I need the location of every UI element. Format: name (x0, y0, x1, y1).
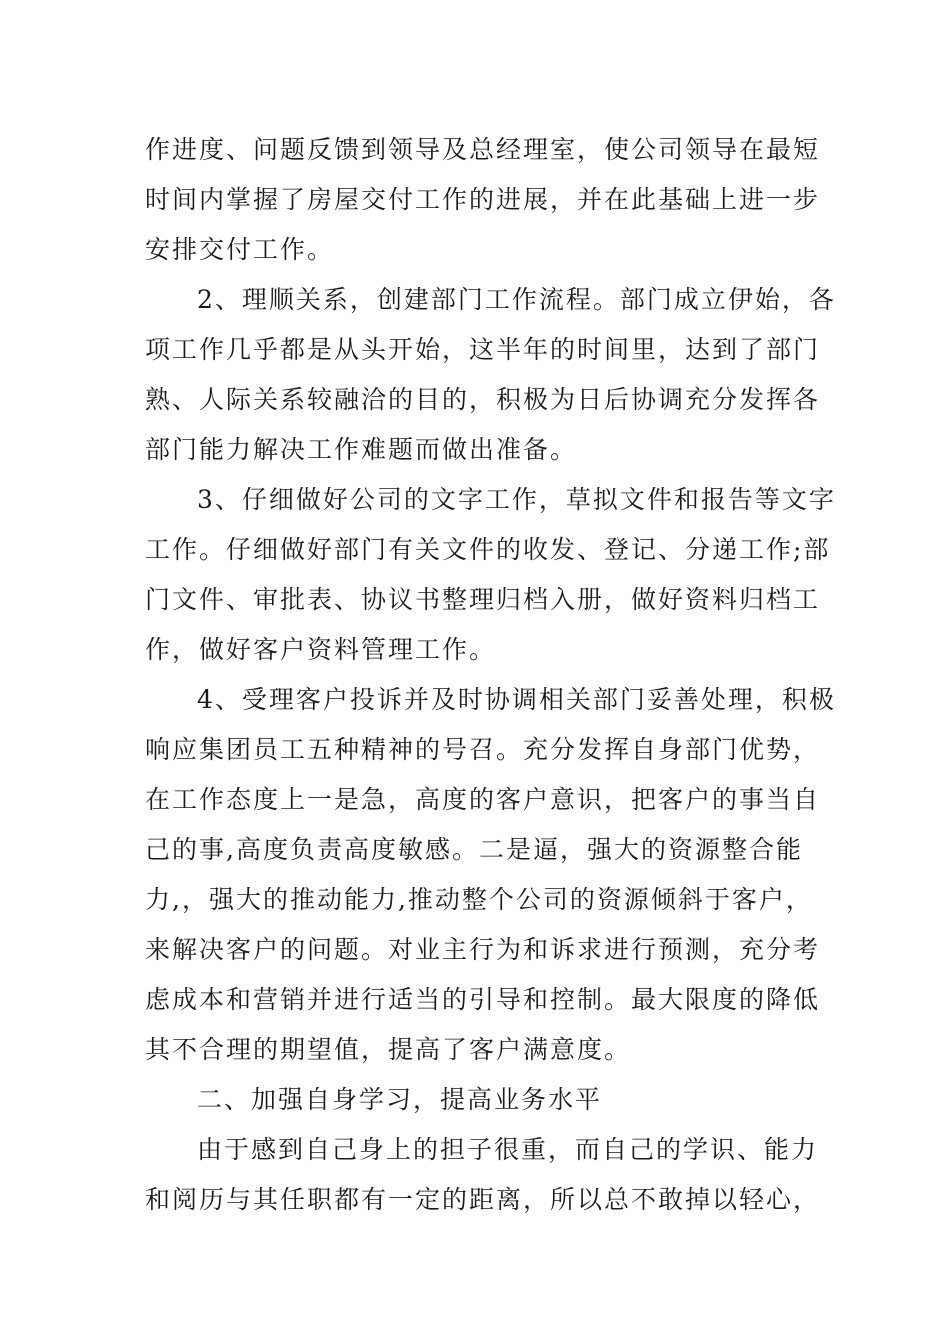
paragraph-start-line: 4、受理客户投诉并及时协调相关部门妥善处理，积极 (197, 685, 836, 714)
text-line: 熟、人际关系较融洽的目的，积极为日后协调充分发挥各 (145, 385, 821, 414)
text-line: 来解决客户的问题。对业主行为和诉求进行预测，充分考 (145, 935, 821, 964)
text-line: 作，做好客户资料管理工作。 (145, 635, 497, 664)
text-line: 部门能力解决工作难题而做出准备。 (145, 435, 578, 464)
text-line: 和阅历与其任职都有一定的距离，所以总不敢掉以轻心， (145, 1185, 821, 1214)
body-text (145, 125, 836, 1225)
text-line: 力,，强大的推动能力,推动整个公司的资源倾斜于客户， (145, 885, 813, 914)
text-line: 项工作几乎都是从头开始，这半年的时间里，达到了部门 (145, 335, 821, 364)
text-line: 作进度、问题反馈到领导及总经理室，使公司领导在最短 (145, 135, 821, 164)
section-heading: 二、加强自身学习，提高业务水平 (197, 1085, 603, 1114)
text-line: 安排交付工作。 (145, 235, 335, 264)
text-line: 其不合理的期望值，提高了客户满意度。 (145, 1035, 632, 1064)
text-line: 在工作态度上一是急，高度的客户意识，把客户的事当自 (145, 785, 821, 814)
text-line: 门文件、审批表、协议书整理归档入册，做好资料归档工 (145, 585, 821, 614)
text-line: 时间内掌握了房屋交付工作的进展，并在此基础上进一步 (145, 185, 821, 214)
text-line: 虑成本和营销并进行适当的引导和控制。最大限度的降低 (145, 985, 821, 1014)
paragraph-start-line: 2、理顺关系，创建部门工作流程。部门成立伊始，各 (197, 285, 836, 314)
text-line: 工作。仔细做好部门有关文件的收发、登记、分递工作;部 (145, 535, 831, 564)
text-line: 己的事,高度负责高度敏感。二是逼，强大的资源整合能 (145, 835, 803, 864)
paragraph-start-line: 由于感到自己身上的担子很重，而自己的学识、能力 (197, 1135, 819, 1164)
text-line: 响应集团员工五种精神的号召。充分发挥自身部门优势， (145, 735, 821, 764)
paragraph-start-line: 3、仔细做好公司的文字工作，草拟文件和报告等文字 (197, 485, 836, 514)
